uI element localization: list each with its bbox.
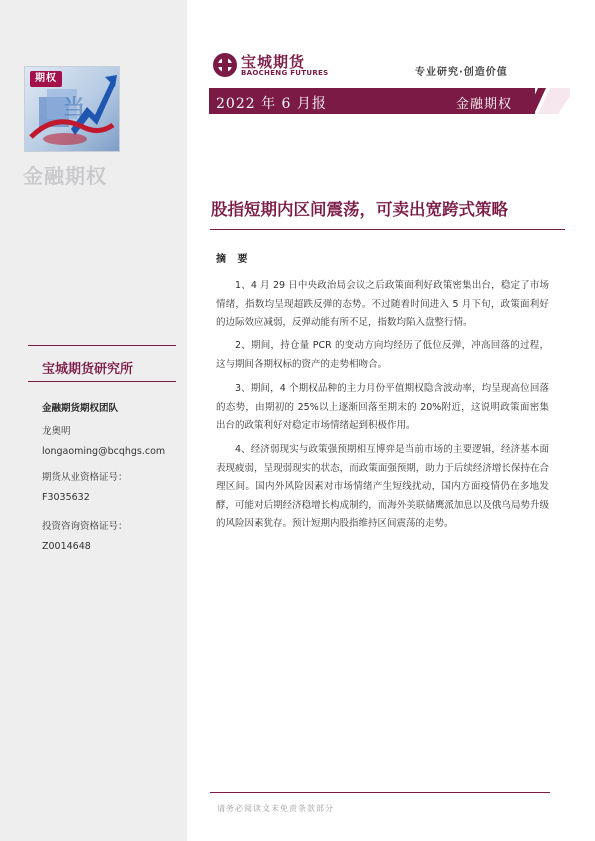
sidebar-futures-cert: F3035632	[42, 492, 90, 503]
sidebar-institute: 宝城期货研究所	[42, 362, 134, 377]
sidebar-advisory-cert: Z0014648	[42, 541, 91, 552]
sidebar-divider-bottom	[28, 381, 176, 382]
sidebar-team: 金融期货期权团队	[42, 403, 119, 414]
banner-stripes	[520, 86, 570, 116]
sidebar-divider-top	[28, 345, 176, 346]
report-title: 股指短期内区间震荡，可卖出宽跨式策略	[211, 200, 508, 219]
sidebar-title: 金融期权	[23, 164, 107, 188]
title-divider	[210, 229, 565, 230]
abstract-heading: 摘 要	[216, 254, 252, 265]
sidebar-analyst: 龙奥明	[42, 426, 71, 437]
sidebar-advisory-cert-label: 投资咨询资格证号：	[42, 521, 128, 532]
brand-name: 宝城期货	[241, 53, 306, 71]
cover-tag: 期权	[30, 71, 62, 87]
brand-name-en: BAOCHENG FUTURES	[241, 69, 329, 77]
report-date: 2022 年 6 月报	[216, 96, 327, 112]
abstract-paragraph-2: 2、期间，持仓量 PCR 的变动方向均经历了低位反弹，冲高回落的过程，这与期间各期权标的资产的走势相吻合。	[216, 340, 549, 370]
abstract-paragraph-1: 1、4 月 29 日中央政治局会议之后政策面利好政策密集出台，稳定了市场情绪，指数均呈现超跌反弹的态势。不过随着时间进入 5 月下旬，政策面利好的边际效应减弱，反弹动能有所不足，指数均陷入盘整行情。	[216, 280, 549, 328]
slogan: 专业研究·创造价值	[415, 67, 508, 78]
cover-glyph: 当	[63, 96, 86, 121]
footer-divider	[210, 792, 550, 793]
sidebar-futures-cert-label: 期货从业资格证号：	[42, 472, 128, 483]
abstract-paragraph-4: 4、经济弱现实与政策强预期相互博弈是当前市场的主要逻辑，经济基本面表现疲弱，呈现弱现实的状态，而政策面强预期，助力于后续经济增长保持在合理区间。国内外风险因素对市场情绪产生短线扰动，国内方面疫情仍在多地发酵，可能对后期经济稳增长构成制约，而海外美联储鹰派加息以及俄乌局势升级的风险因素犹存。预计短期内股指维持区间震荡的走势。	[216, 444, 549, 529]
cover-image	[24, 66, 120, 152]
footer-disclaimer[interactable]: 请务必阅读文末免责条款部分	[217, 804, 334, 813]
sidebar-email: longaoming@bcqhgs.com	[42, 446, 166, 457]
abstract-paragraph-3: 3、期间，4 个期权品种的主力月份平值期权隐含波动率，均呈现高位回落的态势，由期初的 25%以上逐渐回落至期末的 20%附近，这说明政策面密集出台的政策利好对稳定市场情绪起到积极作用。	[216, 383, 549, 431]
report-category: 金融期权	[456, 97, 513, 112]
brand-logo-icon	[212, 51, 238, 79]
